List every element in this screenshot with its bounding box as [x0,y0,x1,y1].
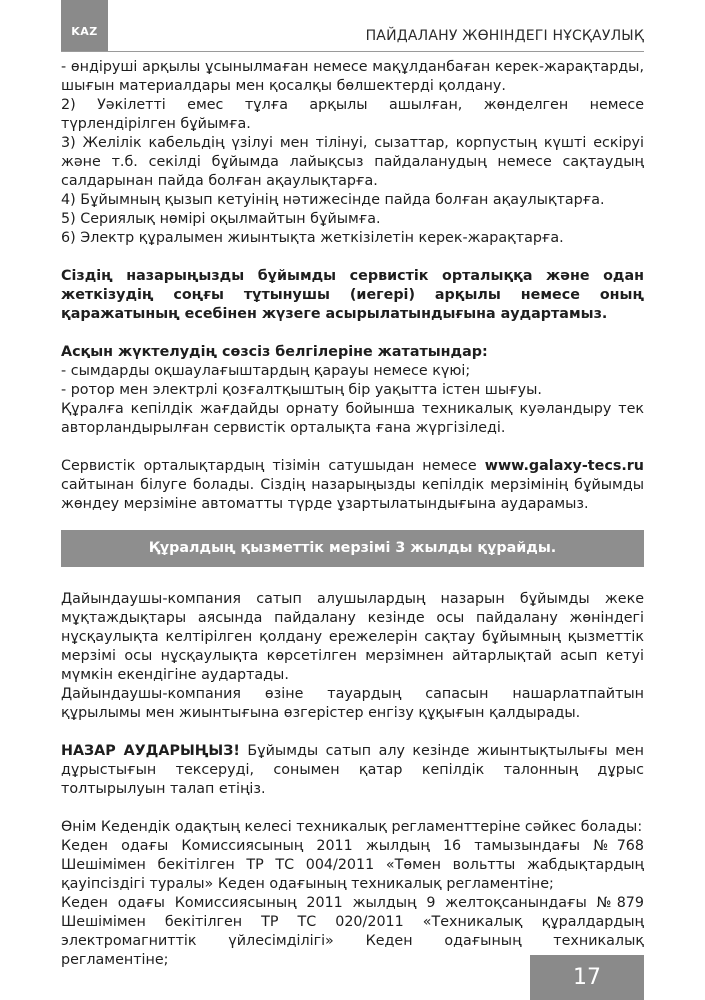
service-centers-paragraph [61,457,644,514]
regulations-intro: Өнім Кедендік одақтың келесі техникалық регламенттеріне сәйкес болады: [61,819,643,835]
service-text-post: сайтынан білуге болады. Сіздің назарыңызды кепілдік мерзімінің бұйымды жөндеу мерзіміне автоматты түрде ұзартылатындығына аударамыз. [61,477,644,512]
item-overheating: 4) Бұйымның қызып кетуінің нәтижесінде пайда болған ақаулықтарға. [61,192,605,208]
overload-heading: Асқын жүктелудің сөзсіз белгілеріне жататындар: [61,344,488,360]
service-text-pre: Сервистік орталықтардың тізімін сатушыдан немесе [61,458,485,474]
manufacturer-paragraph: Дайындаушы-компания сатып алушылардың назарын бұйымды жеке мұқтаждықтары аясында пайдалану кезінде осы пайдалану жөніндегі нұсқаулықта келтірілген қолдану ережелерін сақтау бұйымның қызметтік мерзімі осы нұсқаулықта көрсетілген мерзімнен айтарлықтай асып кетуі мүмкін екендігіне аудартады. [61,591,644,683]
language-tab: KAZ [61,0,108,52]
item-improper-use: 3) Желілік кабельдің үзілуі мен тілінуі, сызаттар, корпустың күшті ескіруі және т.б. секілді бұйымда лайықсыз пайдаланудың немесе сақтаудың салдарынан пайда болған ақаулықтарға. [61,135,644,189]
regulation-item: Кеден одағы Комиссиясының 2011 жылдың 9 желтоқсанындағы №879 Шешімімен бекітілген ТР ТС 020/2011 «Техникалық құралдардың электромагниттік үйлесімділігі» Кеден одағының техникалық регламентіне; [61,895,644,968]
paragraph-accessories: - өндіруші арқылы ұсынылмаған немесе мақұлданбаған керек-жарақтарды, шығын материалдары мен қосалқы бөлшектерді қолдану. [61,59,644,94]
attention-paragraph [61,742,644,799]
item-unauthorized-repair: 2) Уәкілетті емес тұлға арқылы ашылған, жөнделген немесе түрлендірілген бұйымға. [61,97,644,132]
attention-text: Бұйымды сатып алу кезінде жиынтықтылығы мен дұрыстығын тексеруді, сонымен қатар кепілдік талонның дұрыс толтырылуын талап етіңіз. [61,743,644,797]
website-link[interactable]: www.galaxy-tecs.ru [484,458,644,474]
overload-item: - сымдарды оқшаулағыштардың қарауы немесе күюі; [61,363,471,379]
page-content [61,58,644,970]
overload-item: - ротор мен электрлі қозғалтқыштың бір уақытта істен шығуы. [61,382,542,398]
service-life-banner: Құралдың қызметтік мерзімі 3 жылды құрайды. [61,530,644,567]
page-number: 17 [530,955,644,1000]
header-divider [61,51,644,52]
certification-note: Құралға кепілдік жағдайды орнату бойынша техникалық куәландыру тек авторландырылған сервистік орталықта ғана жүргізіледі. [61,401,644,436]
manual-title: ПАЙДАЛАНУ ЖӨНІНДЕГІ НҰСҚАУЛЫҚ [365,28,644,44]
manufacturer-rights-paragraph: Дайындаушы-компания өзіне тауардың сапасын нашарлатпайтын құрылымы мен жиынтығына өзгерістер енгізу құқығын қалдырады. [61,686,644,721]
delivery-notice: Сіздің назарыңызды бұйымды сервистік орталыққа және одан жеткізудің соңғы тұтынушы (иегері) арқылы немесе оның қаражатының есебінен жүзеге асырылатындығына аудартамыз. [61,268,644,322]
regulation-item: Кеден одағы Комиссиясының 2011 жылдың 16 тамызындағы №768 Шешімімен бекітілген ТР ТС 004/2011 «Төмен вольтты жабдықтардың қауіпсіздігі туралы» Кеден одағының техникалық регламентіне; [61,838,644,892]
attention-label: НАЗАР АУДАРЫҢЫЗ! [61,743,240,759]
item-serial-unreadable: 5) Сериялық нөмірі оқылмайтын бұйымға. [61,211,381,227]
item-accessories: 6) Электр құралымен жиынтықта жеткізілетін керек-жарақтарға. [61,230,564,246]
